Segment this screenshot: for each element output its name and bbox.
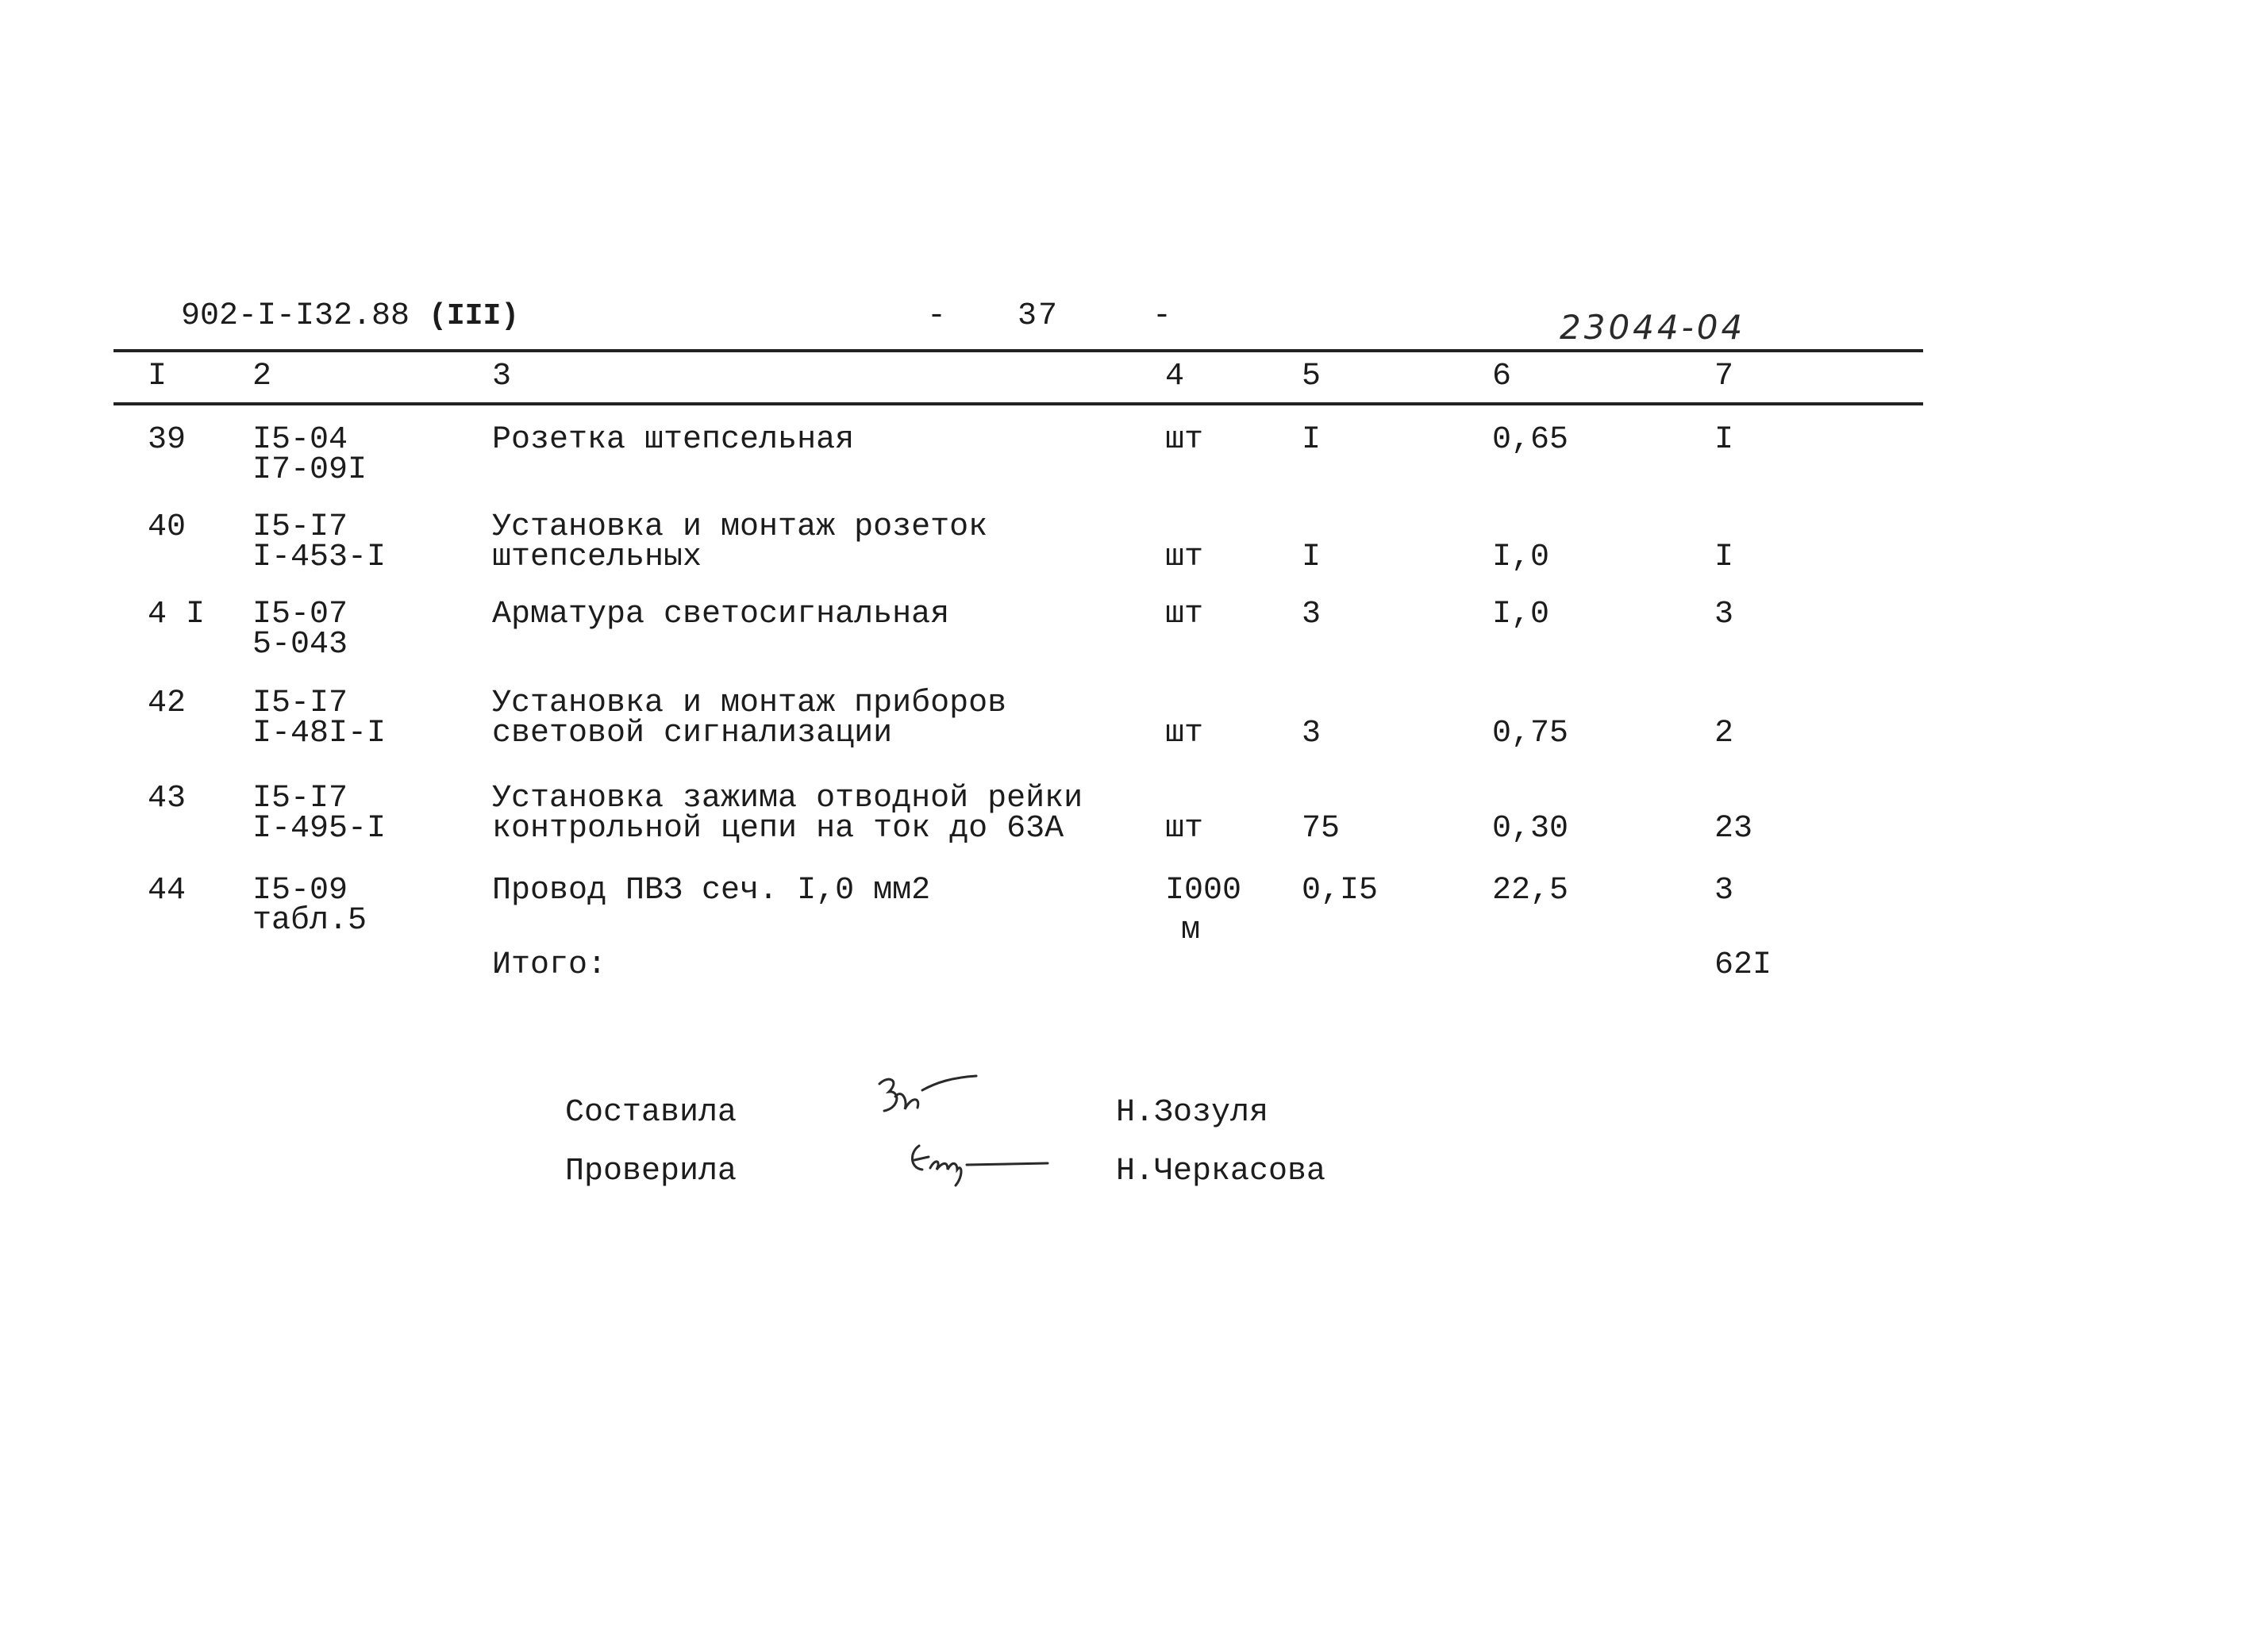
description-line: Провод ПВЗ сеч. I,0 мм2	[492, 873, 931, 909]
norm-code-line: I5-I7	[252, 781, 348, 816]
total: 3	[1714, 873, 1734, 909]
column-header-1: I	[148, 359, 167, 394]
description-line: штепсельных	[492, 540, 702, 575]
column-header-5: 5	[1302, 359, 1322, 394]
page-dash-left: -	[927, 298, 947, 334]
description-line: Установка и монтаж розеток	[492, 509, 988, 545]
column-header-6: 6	[1492, 359, 1512, 394]
total-label: Итого:	[492, 947, 607, 983]
compiled-signature	[873, 1073, 984, 1136]
row-number: 40	[148, 509, 187, 545]
norm-code-line: I-495-I	[252, 811, 387, 847]
rate: I,0	[1492, 540, 1550, 575]
total: 23	[1714, 811, 1753, 847]
unit: м	[1181, 912, 1201, 948]
norm-code-line: I5-04	[252, 422, 348, 458]
unit: шт	[1165, 540, 1204, 575]
checked-signature	[905, 1136, 1056, 1192]
top-rule	[113, 349, 1923, 352]
document-code-mark: (III)	[429, 299, 520, 333]
total: I	[1714, 422, 1734, 458]
document-code	[181, 298, 519, 334]
total-value: 62I	[1714, 947, 1772, 983]
page-number: 37	[1018, 298, 1060, 334]
unit: шт	[1165, 811, 1204, 847]
column-header-7: 7	[1714, 359, 1734, 394]
page-dash-right: -	[1152, 298, 1172, 334]
description-line: Установка зажима отводной рейки	[492, 781, 1083, 816]
rate: 0,30	[1492, 811, 1569, 847]
quantity: 75	[1302, 811, 1341, 847]
total: 2	[1714, 716, 1734, 751]
compiled-label: Составила	[565, 1095, 737, 1131]
unit: шт	[1165, 716, 1204, 751]
norm-code-line: 5-043	[252, 627, 348, 663]
unit: I000	[1165, 873, 1242, 909]
quantity: I	[1302, 540, 1322, 575]
norm-code-line: I7-09I	[252, 452, 367, 488]
compiled-name: Н.Зозуля	[1116, 1095, 1269, 1131]
norm-code-line: I5-09	[252, 873, 348, 909]
column-header-4: 4	[1165, 359, 1185, 394]
rate: 22,5	[1492, 873, 1569, 909]
document-code-number: 902-I-I32.88	[181, 298, 410, 334]
norm-code-line: табл.5	[252, 903, 367, 939]
total: 3	[1714, 597, 1734, 632]
description-line: контрольной цепи на ток до 63А	[492, 811, 1064, 847]
norm-code-line: I-48I-I	[252, 716, 387, 751]
header-rule	[113, 402, 1923, 405]
rate: I,0	[1492, 597, 1550, 632]
quantity: 3	[1302, 597, 1322, 632]
quantity: 0,I5	[1302, 873, 1379, 909]
description-line: световой сигнализации	[492, 716, 893, 751]
column-header-2: 2	[252, 359, 272, 394]
row-number: 42	[148, 686, 187, 721]
description-line: Розетка штепсельная	[492, 422, 855, 458]
row-number: 43	[148, 781, 187, 816]
unit: шт	[1165, 597, 1204, 632]
checked-name: Н.Черкасова	[1116, 1154, 1326, 1189]
row-number: 4 I	[148, 597, 206, 632]
norm-code-line: I5-07	[252, 597, 348, 632]
rate: 0,65	[1492, 422, 1569, 458]
quantity: 3	[1302, 716, 1322, 751]
row-number: 44	[148, 873, 187, 909]
checked-label: Проверила	[565, 1154, 737, 1189]
row-number: 39	[148, 422, 187, 458]
rate: 0,75	[1492, 716, 1569, 751]
column-header-3: 3	[492, 359, 512, 394]
handwritten-number: 23044-04	[1560, 308, 1746, 347]
total: I	[1714, 540, 1734, 575]
quantity: I	[1302, 422, 1322, 458]
norm-code-line: I5-I7	[252, 686, 348, 721]
description-line: Арматура светосигнальная	[492, 597, 950, 632]
norm-code-line: I5-I7	[252, 509, 348, 545]
unit: шт	[1165, 422, 1204, 458]
norm-code-line: I-453-I	[252, 540, 387, 575]
description-line: Установка и монтаж приборов	[492, 686, 1007, 721]
